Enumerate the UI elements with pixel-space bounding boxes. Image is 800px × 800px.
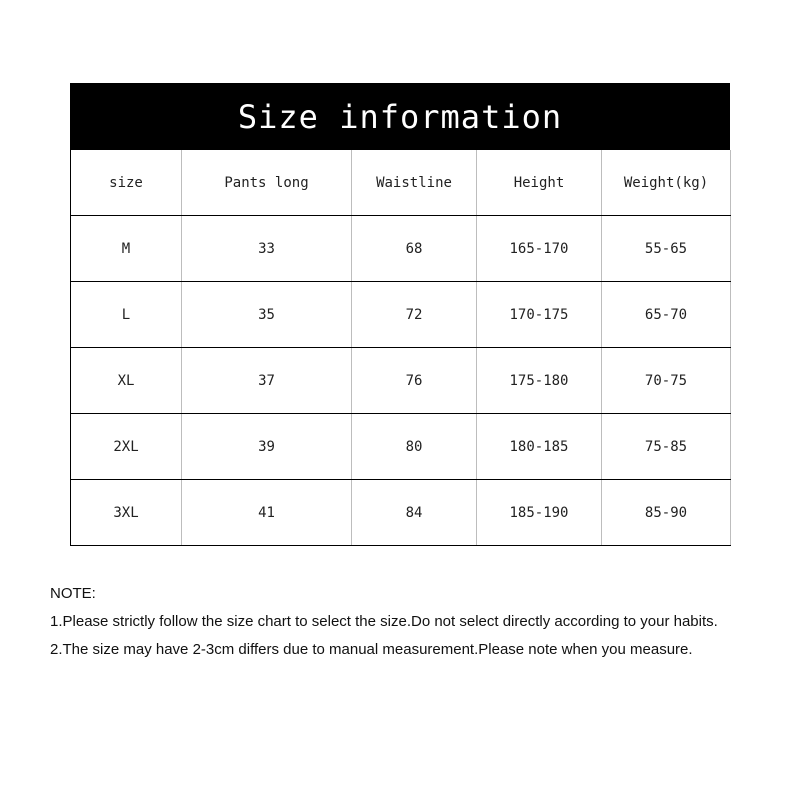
table-cell: 68 (352, 216, 477, 282)
table-cell: 75-85 (602, 414, 731, 480)
table-cell: L (71, 282, 182, 348)
table-row (71, 480, 731, 546)
header-height: Height (477, 150, 602, 216)
size-chart-title: Size information (70, 83, 730, 150)
note-line-1: 1.Please strictly follow the size chart to select the size.Do not select directly according to your habits. (50, 613, 718, 630)
table-cell: 180-185 (477, 414, 602, 480)
header-pants-long: Pants long (182, 150, 352, 216)
table-cell: 80 (352, 414, 477, 480)
table-cell: 37 (182, 348, 352, 414)
table-cell: 33 (182, 216, 352, 282)
table-cell: 170-175 (477, 282, 602, 348)
table-cell: 175-180 (477, 348, 602, 414)
table-row (71, 348, 731, 414)
header-weight: Weight(kg) (602, 150, 731, 216)
table-cell: 84 (352, 480, 477, 546)
note-line-2: 2.The size may have 2-3cm differs due to manual measurement.Please note when you measure. (50, 641, 693, 658)
table-row (71, 414, 731, 480)
notes-heading: NOTE: (50, 585, 96, 602)
table-cell: 39 (182, 414, 352, 480)
table-cell: 70-75 (602, 348, 731, 414)
table-cell: 65-70 (602, 282, 731, 348)
header-size: size (71, 150, 182, 216)
table-header-row (71, 150, 731, 216)
table-cell: 35 (182, 282, 352, 348)
table-cell: 165-170 (477, 216, 602, 282)
notes-section (50, 580, 790, 664)
table-cell: 76 (352, 348, 477, 414)
table-cell: XL (71, 348, 182, 414)
size-table (70, 150, 731, 546)
table-row (71, 216, 731, 282)
table-cell: 3XL (71, 480, 182, 546)
table-cell: 41 (182, 480, 352, 546)
table-cell: 85-90 (602, 480, 731, 546)
header-waistline: Waistline (352, 150, 477, 216)
table-cell: 185-190 (477, 480, 602, 546)
table-cell: M (71, 216, 182, 282)
size-chart (70, 83, 730, 546)
table-cell: 72 (352, 282, 477, 348)
table-cell: 55-65 (602, 216, 731, 282)
table-cell: 2XL (71, 414, 182, 480)
table-row (71, 282, 731, 348)
